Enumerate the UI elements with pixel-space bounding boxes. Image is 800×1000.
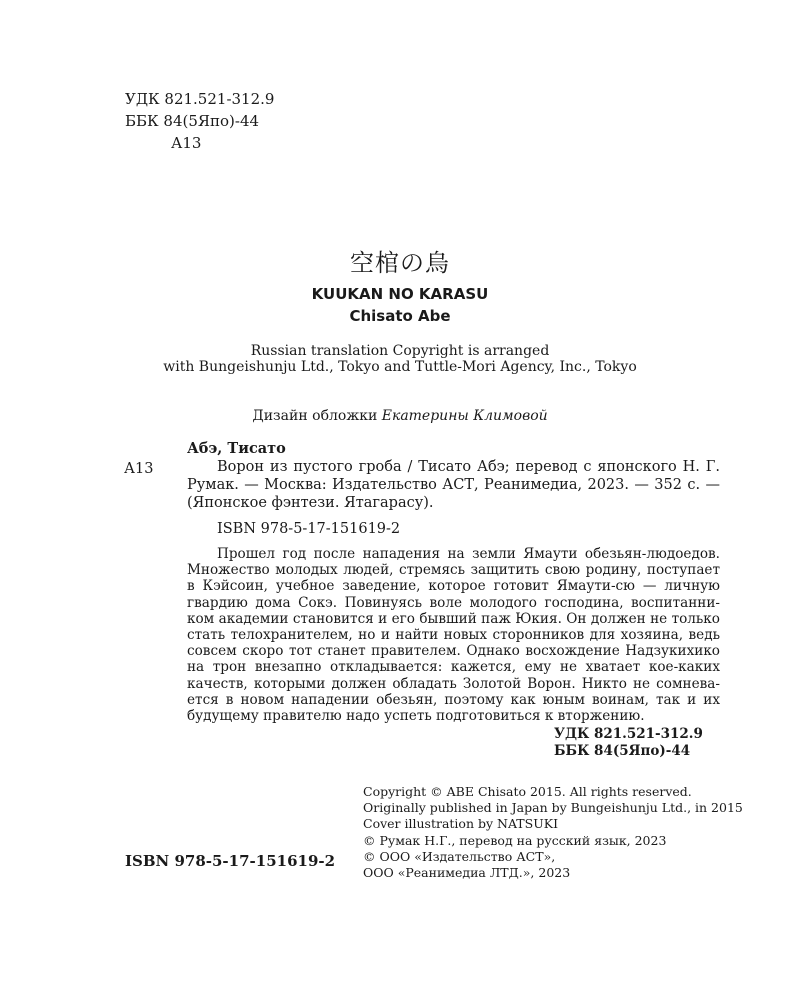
copyright-line: Originally published in Japan by Bungeishunju Ltd., in 2015 bbox=[363, 800, 743, 816]
entry-bbk: ББК 84(5Япо)-44 bbox=[554, 742, 691, 759]
annotation: Прошел год после нападения на земли Ямаути обезьян-людоедов. Множество молодых людей, стремясь защитить свою родину, поступает в Кэйсоин, учебное заведение, которое готовит Ямаути-сю — личную гвардию дома Сокэ. Повинуясь воле молодого господина, воспитанником академии становится и его бывший паж Юкия. Он должен не только стать телохранителем, но и найти новых сторонников для хозяина, ведь совсем скоро тот станет правителем. Однако восхождение Надзукихико на трон внезапно откладывается: кажется, ему не хватает кое-каких качеств, которыми должен обладать Золотой Ворон. Никто не сомневается в новом нападении обезьян, поэтому как юным воинам, так и их будущему правителю надо успеть подготовиться к вторжению. bbox=[187, 546, 720, 725]
original-title: KUUKAN NO KARASU bbox=[311, 285, 489, 303]
author-mark: А13 bbox=[171, 134, 202, 152]
entry-description: Ворон из пустого гроба / Тисато Абэ; перевод с японского Н. Г. Румак. — Москва: Издательство АСТ, Реанимедиа, 2023. — 352 с. — (Японское фэнтези. Ятагарасу). bbox=[187, 459, 720, 511]
entry-author-mark: А13 bbox=[124, 461, 154, 477]
copyright-line: Cover illustration by NATSUKI bbox=[363, 816, 559, 832]
copyright-line: © Румак Н.Г., перевод на русский язык, 2023 bbox=[363, 832, 667, 848]
author-heading: Абэ, Тисато bbox=[187, 440, 286, 457]
copyright-block bbox=[363, 784, 743, 881]
rights-line-2: with Bungeishunju Ltd., Tokyo and Tuttle-Mori Agency, Inc., Tokyo bbox=[163, 359, 637, 375]
classification-block bbox=[125, 88, 274, 154]
original-author: Chisato Abe bbox=[349, 307, 451, 325]
cover-design-label: Дизайн обложки bbox=[252, 408, 378, 424]
rights-line-1: Russian translation Copyright is arranged bbox=[250, 343, 550, 359]
bibliographic-entry bbox=[124, 440, 720, 759]
copyright-line: Copyright © ABE Chisato 2015. All rights reserved. bbox=[363, 784, 692, 799]
entry-isbn: ISBN 978-5-17-151619-2 bbox=[217, 521, 401, 537]
cover-design-credit bbox=[0, 408, 800, 424]
entry-classification-codes bbox=[554, 726, 720, 759]
udk-code: УДК 821.521-312.9 bbox=[125, 90, 275, 108]
entry-udk: УДК 821.521-312.9 bbox=[554, 726, 703, 743]
copyright-line: © ООО «Издательство АСТ», bbox=[363, 848, 556, 864]
cover-designer-name: Екатерины Климовой bbox=[381, 408, 548, 424]
copyright-line: ООО «Реанимедиа ЛТД.», 2023 bbox=[363, 865, 571, 881]
japanese-title: 空棺の烏 bbox=[350, 249, 450, 277]
bbk-code: ББК 84(5Япо)-44 bbox=[125, 112, 260, 130]
isbn-bottom: ISBN 978-5-17-151619-2 bbox=[125, 852, 336, 870]
